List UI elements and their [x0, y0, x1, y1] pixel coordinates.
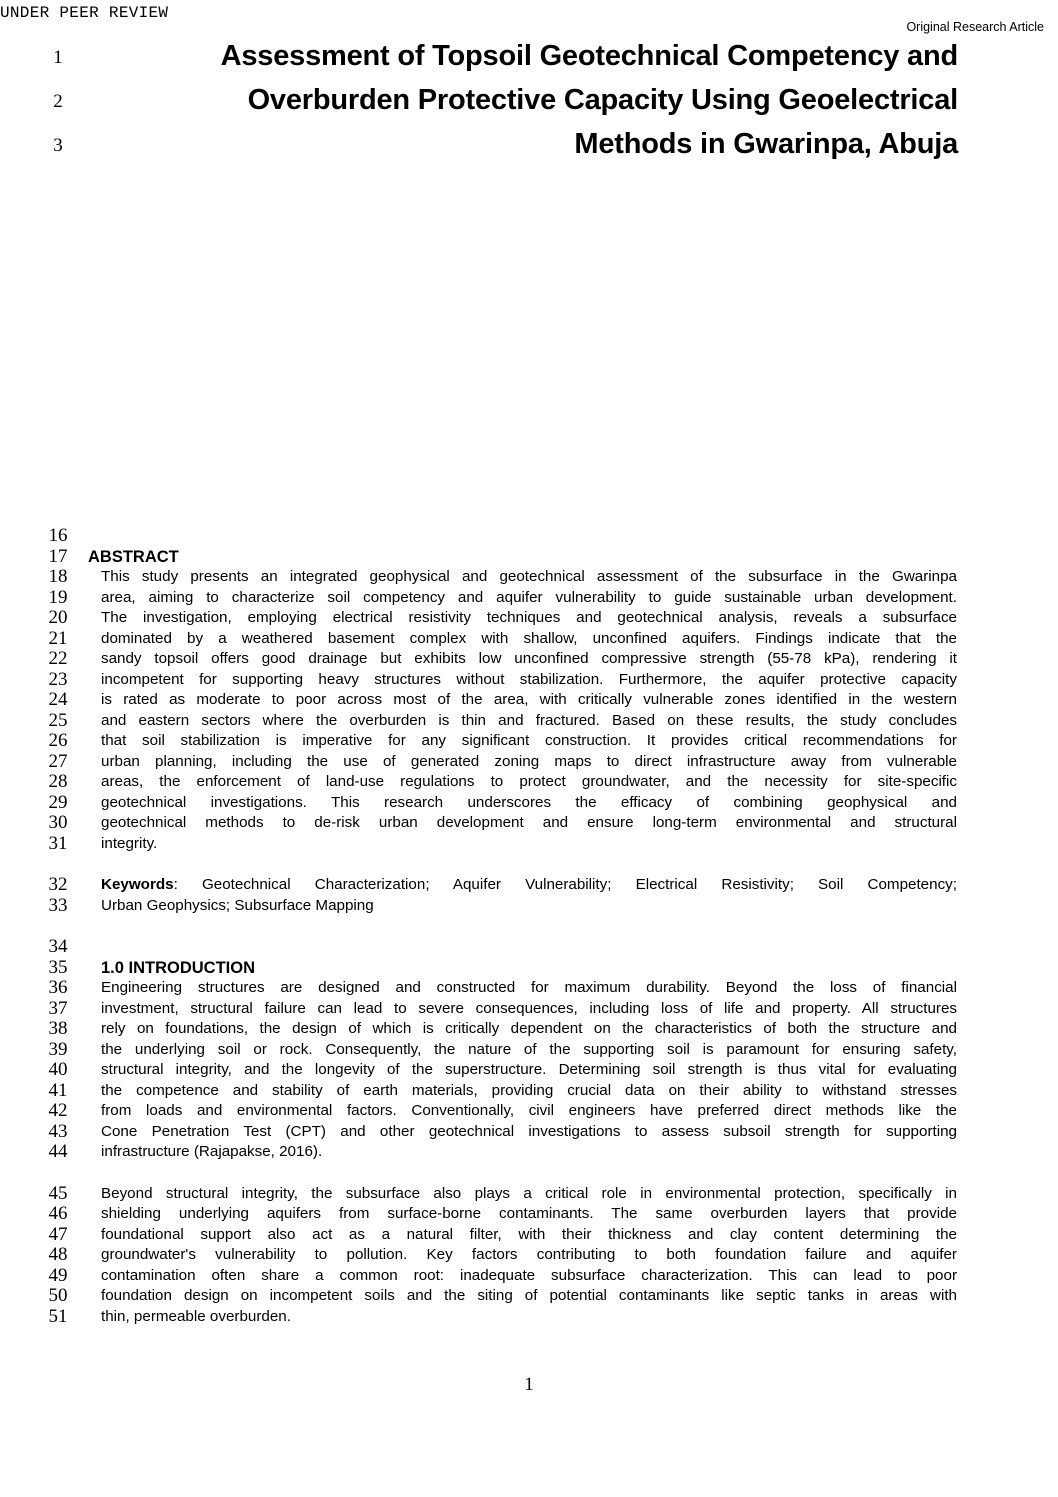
text-line: [0, 1019, 1058, 1040]
title-line: [0, 80, 1058, 124]
line-number: 25: [48, 709, 68, 731]
line-number: 17: [48, 545, 68, 567]
line-number: 26: [48, 730, 68, 751]
paragraph-text: thin, permeable overburden.: [101, 1307, 291, 1325]
text-line: [0, 834, 1058, 855]
text-line: [0, 1286, 1058, 1307]
line-number: 16: [48, 525, 68, 546]
text-line: [0, 772, 1058, 793]
abstract-text: and eastern sectors where the overburden is thin and fractured. Based on these results, the study concludes: [101, 711, 957, 729]
line-number: 2: [53, 91, 63, 112]
abstract-text: The investigation, employing electrical resistivity techniques and geotechnical analysis, reveals a subsurface: [101, 609, 957, 626]
title-text: Methods in Gwarinpa, Abuja: [574, 128, 958, 160]
paragraph-text: the competence and stability of earth materials, providing crucial data on their ability to withstand stresses: [101, 1081, 957, 1099]
text-line: [0, 1142, 1058, 1163]
line-number: 31: [48, 832, 68, 854]
abstract-text: geotechnical investigations. This research underscores the efficacy of combining geophysical and: [101, 793, 957, 811]
line-number: 32: [48, 874, 68, 895]
text-line: [0, 1122, 1058, 1143]
paragraph-text: contamination often share a common root: inadequate subsurface characterization. This can lead to poor: [101, 1266, 957, 1284]
text-line: [0, 1307, 1058, 1328]
line-number: 35: [48, 956, 68, 978]
text-line: [0, 588, 1058, 609]
line-number: 47: [48, 1223, 68, 1245]
line-number: 19: [48, 586, 68, 608]
line-number: 42: [48, 1100, 68, 1121]
text-line: [0, 1184, 1058, 1205]
line-number: 30: [48, 812, 68, 833]
text-line: [0, 690, 1058, 711]
line-number: 29: [48, 791, 68, 813]
paragraph-text: investment, structural failure can lead to severe consequences, including loss of life and property. All structures: [101, 999, 957, 1017]
line-number: 45: [48, 1182, 68, 1204]
line-number: 22: [48, 648, 68, 669]
abstract-heading: ABSTRACT: [88, 547, 179, 566]
abstract-text: sandy topsoil offers good drainage but exhibits low unconfined compressive strength (55-78 kPa), rendering it: [101, 650, 957, 667]
text-line: [0, 731, 1058, 752]
line-number: 27: [48, 750, 68, 772]
keywords-line: [0, 896, 1058, 917]
line-number: 20: [48, 607, 68, 628]
abstract-text: is rated as moderate to poor across most of the area, with critically vulnerable zones identified in the western: [101, 691, 957, 708]
paragraph-text: foundation design on incompetent soils and the siting of potential contaminants like septic tanks in areas with: [101, 1287, 957, 1304]
line-number: 40: [48, 1059, 68, 1080]
abstract-text: geotechnical methods to de-risk urban development and ensure long-term environmental and structural: [101, 814, 957, 831]
line-number: 18: [48, 566, 68, 587]
paragraph-text: Cone Penetration Test (CPT) and other geotechnical investigations to assess subsoil strength for supporting: [101, 1122, 957, 1140]
text-line: [0, 649, 1058, 670]
article-type-label: Original Research Article: [906, 20, 1044, 34]
line-number: 39: [48, 1038, 68, 1060]
page-number: 1: [524, 1374, 534, 1395]
paragraph-text: Engineering structures are designed and constructed for maximum durability. Beyond the loss of financial: [101, 979, 957, 996]
text-line: [0, 629, 1058, 650]
text-line: [0, 567, 1058, 588]
abstract-heading-row: [0, 547, 1058, 568]
text-line: [0, 999, 1058, 1020]
line-number: 24: [48, 689, 68, 710]
keywords-list: : Geotechnical Characterization; Aquifer Vulnerability; Electrical Resistivity; Soil Competency;: [173, 876, 957, 893]
line-number: 48: [48, 1244, 68, 1265]
line-number: 43: [48, 1120, 68, 1142]
line-number: 1: [53, 47, 63, 68]
paragraph-text: rely on foundations, the design of which is critically dependent on the characteristics of both the structure and: [101, 1020, 957, 1037]
line-number: 28: [48, 771, 68, 792]
line-number: 44: [48, 1141, 68, 1162]
line-number: 46: [48, 1203, 68, 1224]
line-number: 21: [48, 627, 68, 649]
text-line: [0, 1225, 1058, 1246]
introduction-heading-row: [0, 958, 1058, 979]
paragraph-text: from loads and environmental factors. Conventionally, civil engineers have preferred direct methods like the: [101, 1102, 957, 1119]
text-line: [0, 1101, 1058, 1122]
review-status-label: UNDER PEER REVIEW: [0, 4, 169, 22]
line-number: 23: [48, 668, 68, 690]
keywords-label: Keywords: [101, 876, 174, 893]
text-line: [0, 1060, 1058, 1081]
abstract-text: that soil stabilization is imperative for any significant construction. It provides critical recommendations for: [101, 732, 957, 749]
introduction-paragraph: [0, 1184, 1058, 1328]
text-line: [0, 711, 1058, 732]
title-text: Overburden Protective Capacity Using Geoelectrical: [247, 84, 958, 116]
paragraph-text: groundwater's vulnerability to pollution. Key factors contributing to both foundation failure and aquifer: [101, 1246, 957, 1263]
line-number: 51: [48, 1305, 68, 1327]
abstract-section: [0, 526, 1058, 1327]
title-text: Assessment of Topsoil Geotechnical Competency and: [220, 40, 958, 72]
keywords-line: [0, 875, 1058, 896]
abstract-text: dominated by a weathered basement complex with shallow, unconfined aquifers. Findings indicate that the: [101, 629, 957, 647]
text-line: [0, 752, 1058, 773]
line-number: 37: [48, 997, 68, 1019]
paragraph-text: infrastructure (Rajapakse, 2016).: [101, 1143, 323, 1160]
line-number: 49: [48, 1264, 68, 1286]
abstract-text: integrity.: [101, 834, 158, 852]
keywords-text: [101, 876, 957, 894]
abstract-text: areas, the enforcement of land-use regulations to protect groundwater, and the necessity for site-specific: [101, 773, 957, 790]
line-number: 3: [53, 135, 63, 156]
line-number: 38: [48, 1018, 68, 1039]
text-line: [0, 1204, 1058, 1225]
paragraph-text: structural integrity, and the longevity of the superstructure. Determining soil strength is thus vital for evaluating: [101, 1061, 957, 1078]
line-number: 33: [48, 894, 68, 916]
title-line: [0, 36, 1058, 80]
abstract-text: This study presents an integrated geophysical and geotechnical assessment of the subsurface in the Gwarinpa: [101, 568, 957, 585]
introduction-paragraph: [0, 978, 1058, 1163]
text-line: [0, 978, 1058, 999]
text-line: [0, 608, 1058, 629]
keywords-list: Urban Geophysics; Subsurface Mapping: [101, 896, 374, 914]
text-line: [0, 670, 1058, 691]
title-line: [0, 124, 1058, 168]
line-number: 36: [48, 977, 68, 998]
blank-line: [0, 937, 1058, 958]
text-line: [0, 1081, 1058, 1102]
abstract-text: area, aiming to characterize soil competency and aquifer vulnerability to guide sustainable urban development.: [101, 588, 957, 606]
line-number: 34: [48, 936, 68, 957]
paragraph-text: the underlying soil or rock. Consequently, the nature of the supporting soil is paramount for ensuring safety,: [101, 1040, 957, 1058]
abstract-text: incompetent for supporting heavy structures without stabilization. Furthermore, the aquifer protective capacity: [101, 670, 957, 688]
introduction-heading: 1.0 INTRODUCTION: [101, 958, 256, 977]
blank-line: [0, 526, 1058, 547]
text-line: [0, 813, 1058, 834]
paragraph-text: foundational support also act as a natural filter, with their thickness and clay content determining the: [101, 1225, 957, 1243]
paragraph-text: shielding underlying aquifers from surface-borne contaminants. The same overburden layers that provide: [101, 1205, 957, 1222]
line-number: 41: [48, 1079, 68, 1101]
text-line: [0, 1266, 1058, 1287]
paragraph-text: Beyond structural integrity, the subsurface also plays a critical role in environmental protection, specifically in: [101, 1184, 957, 1202]
paper-title: [0, 36, 1058, 168]
abstract-text: urban planning, including the use of generated zoning maps to direct infrastructure away from vulnerable: [101, 752, 957, 770]
text-line: [0, 793, 1058, 814]
text-line: [0, 1040, 1058, 1061]
text-line: [0, 1245, 1058, 1266]
line-number: 50: [48, 1285, 68, 1306]
